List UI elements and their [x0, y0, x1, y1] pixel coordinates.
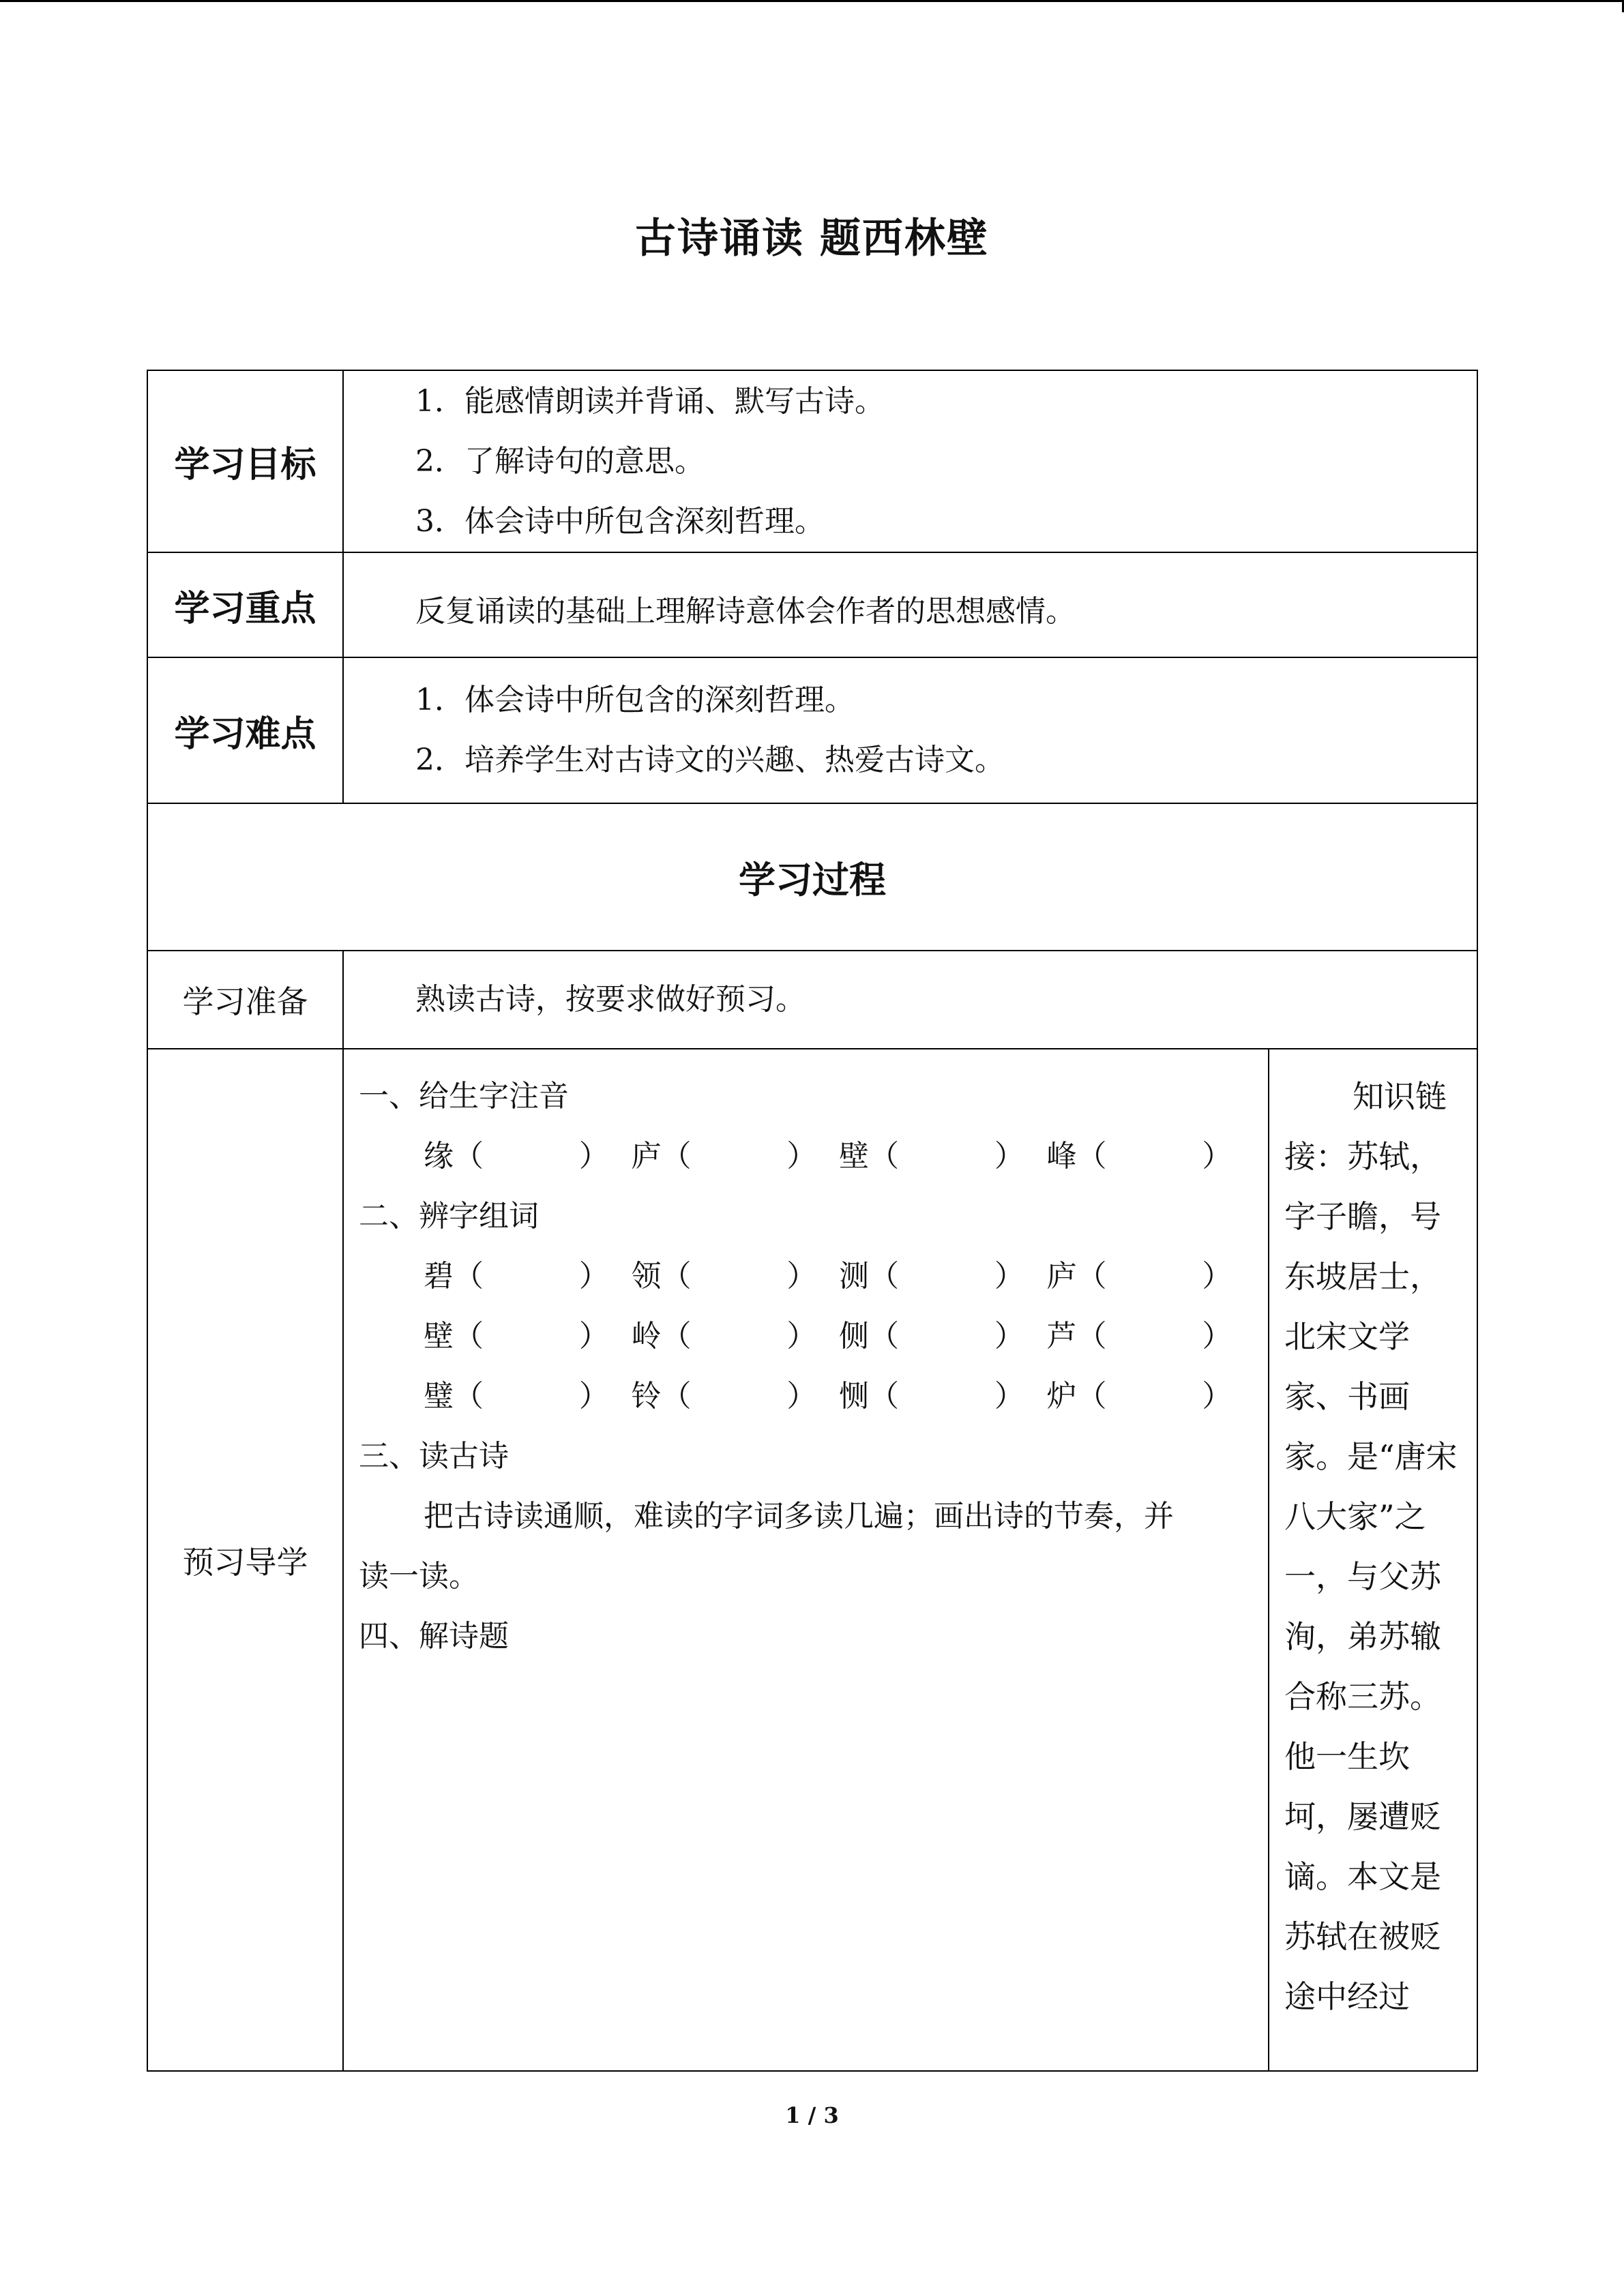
goal-item: 3．体会诗中所包含深刻哲理。: [415, 503, 825, 539]
goals-content: [343, 370, 1477, 552]
process-heading: 学习过程: [147, 803, 1477, 951]
knowledge-link-cell: [1269, 1049, 1477, 2071]
word-blank: 璧（ ）: [424, 1379, 609, 1414]
section-heading: 三、读古诗: [359, 1439, 509, 1474]
word-blank: 芦（ ）: [1046, 1319, 1232, 1354]
pinyin-row: [359, 1127, 1254, 1187]
pinyin-blank: 缘（ ）: [424, 1139, 609, 1174]
key-points-text: 反复诵读的基础上理解诗意体会作者的思想感情。: [343, 552, 1477, 657]
word-blank: 侧（ ）: [839, 1319, 1024, 1354]
word-row: [359, 1307, 1254, 1367]
word-row: [359, 1367, 1254, 1427]
preparation-label: 学习准备: [147, 951, 343, 1049]
pinyin-blank: 壁（ ）: [839, 1139, 1024, 1174]
read-instruction-cont: 读一读。: [359, 1559, 479, 1594]
page-number: 1 / 3: [785, 2102, 839, 2128]
section-heading: 一、给生字注音: [359, 1079, 569, 1114]
top-border-line: [0, 0, 1624, 2]
word-blank: 恻（ ）: [839, 1379, 1024, 1414]
page-title: 古诗诵读 题西林壁: [635, 215, 989, 263]
goal-item: 2．了解诗句的意思。: [415, 443, 705, 479]
word-blank: 领（ ）: [631, 1259, 817, 1294]
difficulty-item: 1．体会诗中所包含的深刻哲理。: [415, 683, 855, 717]
pinyin-blank: 峰（ ）: [1046, 1139, 1232, 1174]
word-blank: 铃（ ）: [631, 1379, 817, 1414]
word-blank: 碧（ ）: [424, 1259, 609, 1294]
difficulties-content: [343, 657, 1477, 803]
word-blank: 壁（ ）: [424, 1319, 609, 1354]
preview-row: [147, 1049, 1477, 2071]
knowledge-link-text: 知识链接：苏轼，字子瞻，号东坡居士，北宋文学家、书画家。是“唐宋八大家”之一，与父苏洵，弟苏辙合称三苏。他一生坎坷，屡遭贬谪。本文是苏轼在被贬途中经过: [1284, 1078, 1458, 2015]
key-points-label: 学习重点: [147, 552, 343, 657]
word-row: [359, 1247, 1254, 1307]
goals-label: 学习目标: [147, 370, 343, 552]
difficulties-row: [147, 657, 1477, 803]
section-heading: 四、解诗题: [359, 1619, 509, 1654]
goals-row: [147, 370, 1477, 552]
key-points-row: [147, 552, 1477, 657]
section-heading: 二、辨字组词: [359, 1199, 539, 1234]
word-blank: 测（ ）: [839, 1259, 1024, 1294]
read-instruction: 把古诗读通顺，难读的字词多读几遍；画出诗的节奏，并: [424, 1499, 1174, 1534]
preparation-text: 熟读古诗，按要求做好预习。: [343, 951, 1477, 1049]
difficulty-item: 2．培养学生对古诗文的兴趣、热爱古诗文。: [415, 743, 1005, 777]
word-blank: 炉（ ）: [1046, 1379, 1232, 1414]
preparation-row: [147, 951, 1477, 1049]
difficulties-label: 学习难点: [147, 657, 343, 803]
preview-label: 预习导学: [147, 1049, 343, 2071]
process-heading-row: [147, 803, 1477, 951]
preview-content: [343, 1049, 1269, 2071]
word-blank: 庐（ ）: [1046, 1259, 1232, 1294]
lesson-table: [147, 370, 1478, 2072]
word-blank: 岭（ ）: [631, 1319, 817, 1354]
goal-item: 1．能感情朗读并背诵、默写古诗。: [415, 383, 885, 419]
pinyin-blank: 庐（ ）: [631, 1139, 817, 1174]
